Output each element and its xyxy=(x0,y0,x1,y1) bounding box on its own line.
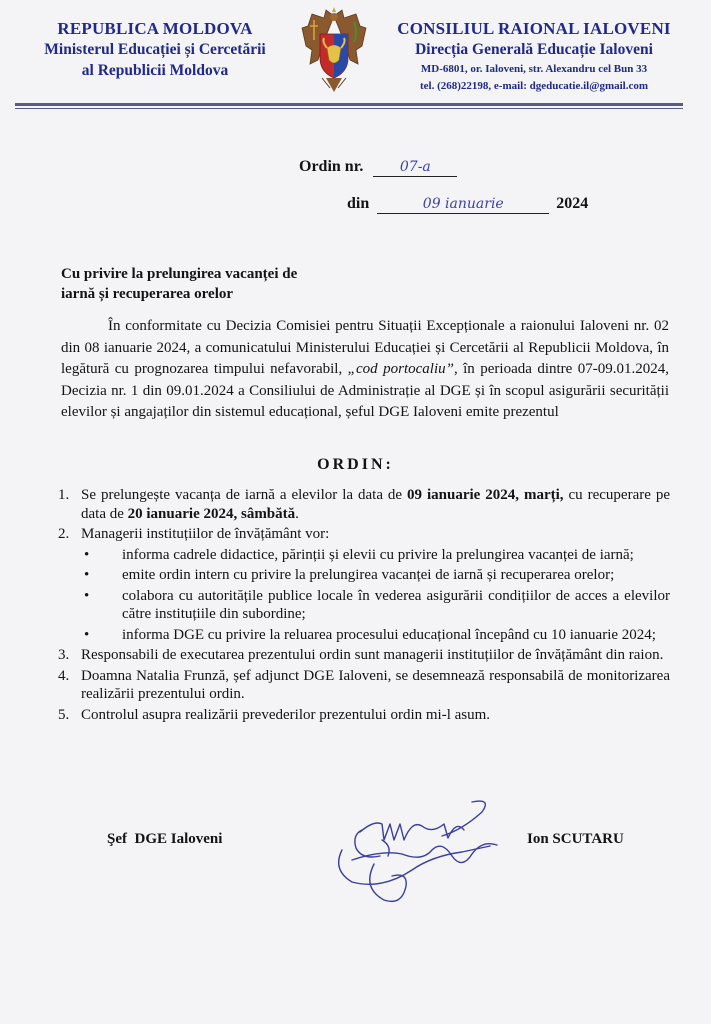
preamble-paragraph xyxy=(61,316,669,424)
order-year: 2024 xyxy=(556,195,589,212)
order-number-handwritten: 07-a xyxy=(399,159,431,175)
item-1-date-bold: 09 ianuarie 2024, marți, xyxy=(407,487,564,503)
bullet-icon: • xyxy=(84,546,90,563)
ministry-country: al Republicii Moldova xyxy=(81,62,229,79)
bullet-item xyxy=(80,546,670,565)
order-item-2 xyxy=(58,525,670,544)
subject-line-1: Cu privire la prelungirea vacanței de xyxy=(61,266,298,282)
order-date-field xyxy=(377,195,549,214)
order-date-prefix: din xyxy=(347,195,370,212)
item-5-text: Controlul asupra realizării prevederilor prezentului ordin mi-l asum. xyxy=(81,706,491,723)
ordin-heading: ORDIN: xyxy=(317,456,394,473)
ministry-name: Ministerul Educației și Cercetării xyxy=(44,41,266,58)
bullet-icon: • xyxy=(84,587,90,604)
preamble-part-c: , în perioada dintre 07-09.01.2024, Decizia nr. 1 din 09.01.2024 a Consiliului de Administrație al DGE și în scopul asigurării securității elevilor și angajaților din sistemul educațional, șeful DGE Ialoveni emite prezentul xyxy=(61,361,669,421)
signatory-position: Şef DGE Ialoveni xyxy=(107,831,223,847)
preamble-part-a: În conformitate cu Decizia Comisiei pentru Situații Excepționale a raionului Ialoveni nr. 02 din 08 ianuarie 2024, a comunicatului Ministerului Educației și Cercetării al Republicii Moldova, în legătură cu prognozarea timpului nefavorabil, xyxy=(61,318,669,378)
item-number: 1. xyxy=(58,487,70,503)
directorate-name: Direcția Generală Educație Ialoveni xyxy=(415,41,653,58)
item-4-text: Doamna Natalia Frunză, șef adjunct DGE Ialoveni, se desemnează responsabilă de monitorizarea realizării prezentului ordin. xyxy=(81,667,670,702)
bullet-item xyxy=(80,626,670,645)
item-number: 5. xyxy=(58,706,70,723)
item-1-recovery-date-bold: 20 ianuarie 2024, sâmbătă xyxy=(127,505,296,522)
country-name: REPUBLICA MOLDOVA xyxy=(57,19,253,38)
item-number: 4. xyxy=(58,667,70,684)
address: MD-6801, or. Ialoveni, str. Alexandru cel Bun 33 xyxy=(420,63,648,75)
contact-info: tel. (268)22198, e-mail: dgeducatie.il@gmail.com xyxy=(419,80,649,92)
order-date-line xyxy=(347,195,588,214)
order-item-3 xyxy=(58,646,670,665)
header-right xyxy=(378,18,690,95)
bullet-text: colabora cu autoritățile publice locale în vederea asigurării condițiilor de acces a elevilor către instituțiile din subordine; xyxy=(122,587,670,622)
order-date-handwritten: 09 ianuarie xyxy=(422,196,504,212)
item-1-text-c: . xyxy=(295,505,299,522)
signatory-name: Ion SCUTARU xyxy=(527,831,624,847)
order-number-field xyxy=(373,158,457,177)
header-rule-thin xyxy=(15,108,683,109)
order-item-4 xyxy=(58,667,670,704)
bullet-text: informa DGE cu privire la reluarea procesului educațional începând cu 10 ianuarie 2024; xyxy=(122,626,656,643)
order-item-5 xyxy=(58,706,670,725)
order-number-label: Ordin nr. xyxy=(299,158,364,175)
order-subject xyxy=(61,264,297,304)
item-2-text: Managerii instituțiilor de învățământ vor: xyxy=(81,526,330,542)
header-left xyxy=(10,18,300,81)
item-number: 2. xyxy=(58,526,70,542)
bullet-icon: • xyxy=(84,567,90,583)
header-rule-thick xyxy=(15,103,683,106)
order-items xyxy=(58,486,670,726)
item-3-text: Responsabili de executarea prezentului ordin sunt managerii instituțiilor de învățământ din raion. xyxy=(81,647,664,663)
bullet-icon: • xyxy=(84,626,90,643)
moldova-coat-of-arms-icon xyxy=(296,6,372,96)
bullet-item xyxy=(80,587,670,624)
order-number-line xyxy=(299,158,457,177)
bullet-item xyxy=(80,566,670,585)
item-1-text-b: cu recuperare pe data de xyxy=(81,487,671,522)
item-number: 3. xyxy=(58,647,70,663)
bullet-text: emite ordin intern cu privire la prelungirea vacanței de iarnă și recuperarea orelor; xyxy=(122,567,615,583)
order-item-1 xyxy=(58,486,670,523)
preamble-code-emphasis: „cod portocaliu” xyxy=(347,361,454,378)
subject-line-2: iarnă și recuperarea orelor xyxy=(61,286,234,302)
item-1-text-a: Se prelungește vacanța de iarnă a elevilor la data de xyxy=(81,487,408,503)
handwritten-signature-icon xyxy=(322,790,522,915)
council-name: CONSILIUL RAIONAL IALOVENI xyxy=(397,19,671,38)
bullet-text: informa cadrele didactice, părinții și elevii cu privire la prelungirea vacanței de iarnă; xyxy=(122,546,634,563)
